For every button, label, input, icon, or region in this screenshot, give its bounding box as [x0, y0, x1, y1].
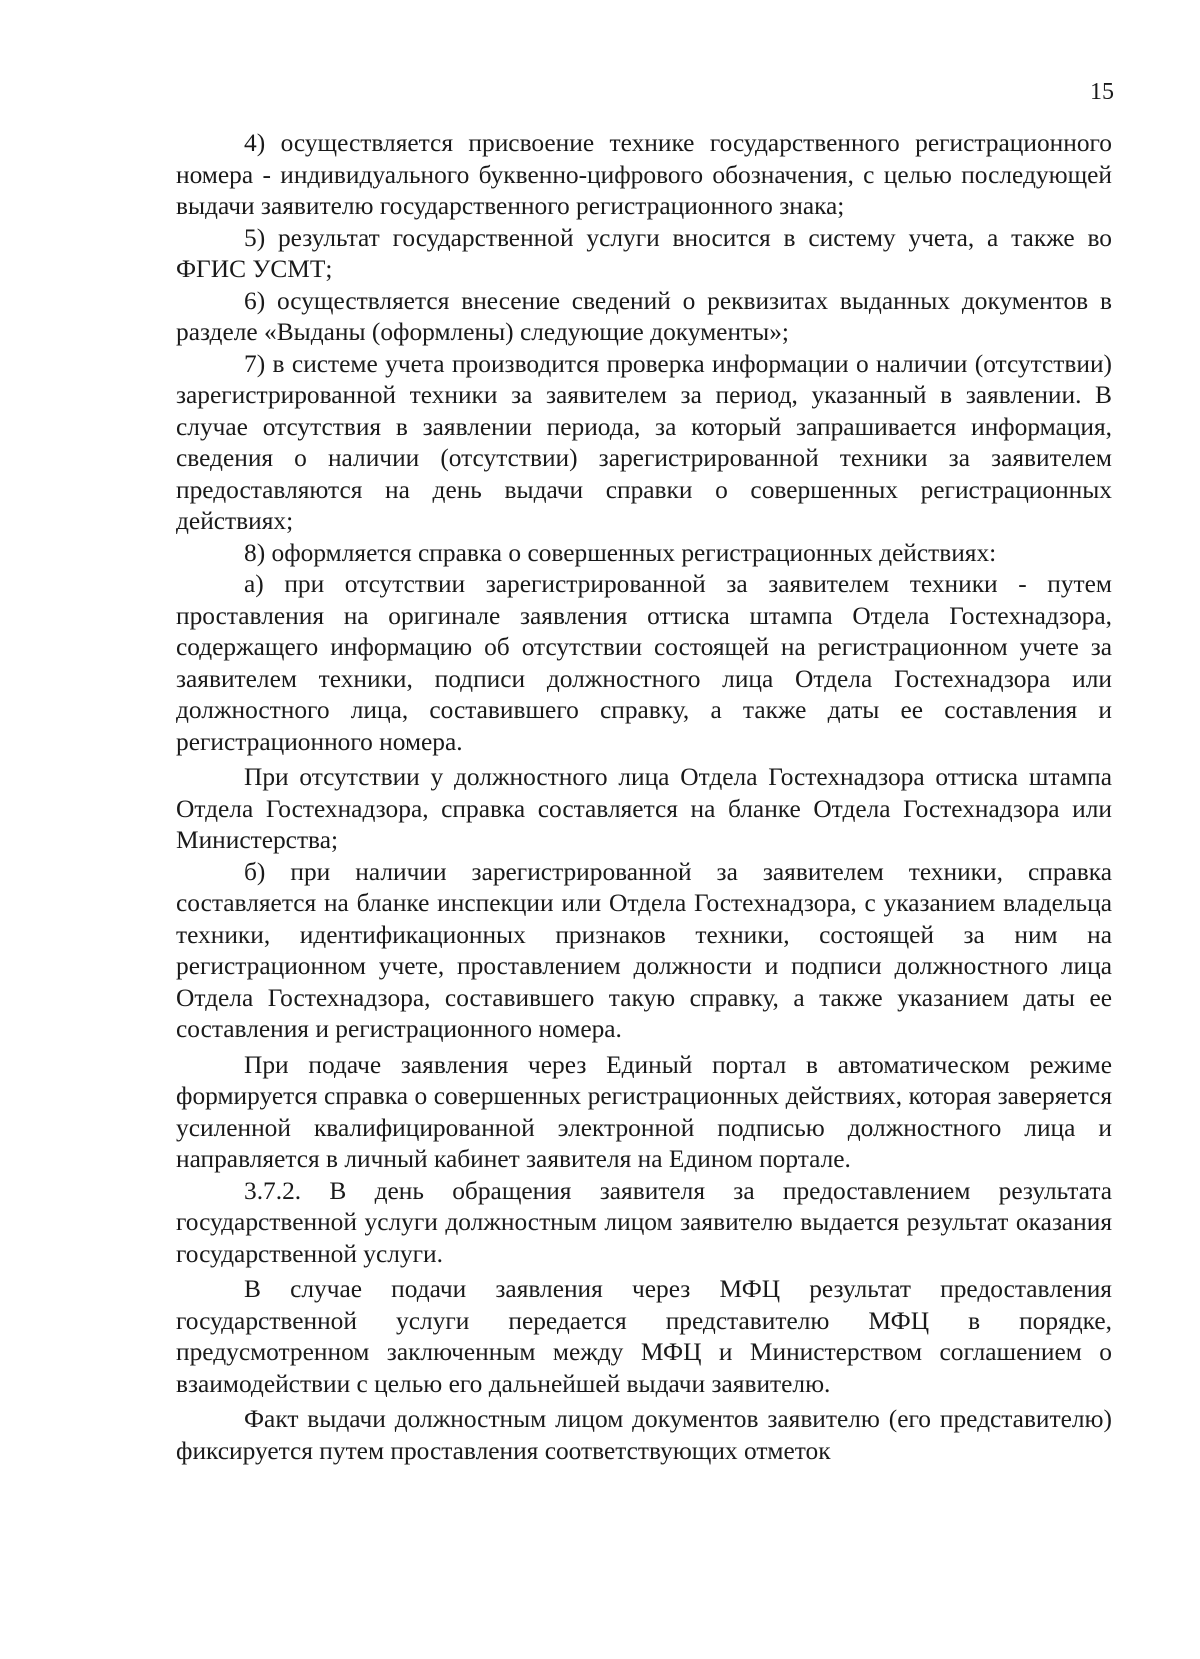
- paragraph-item-5: 5) результат государственной услуги вносится в систему учета, а также во ФГИС УСМТ;: [176, 223, 1112, 283]
- paragraph-item-6: 6) осуществляется внесение сведений о реквизитах выданных документов в разделе «Выданы (оформлены) следующие документы»;: [176, 286, 1112, 346]
- paragraph-issuance-fact: Факт выдачи должностным лицом документов заявителю (его представителю) фиксируется путем проставления соответствующих отметок: [176, 1405, 1112, 1465]
- page-number: 15: [1090, 79, 1114, 105]
- paragraph-mfc: В случае подачи заявления через МФЦ результат предоставления государственной услуги передается представителю МФЦ в порядке, предусмотренном заключенным между МФЦ и Министерством соглашением о взаимодействии с целью его дальнейшей выдачи заявителю.: [176, 1275, 1112, 1398]
- paragraph-unified-portal: При подаче заявления через Единый портал в автоматическом режиме формируется справка о совершенных регистрационных действиях, которая заверяется усиленной квалифицированной электронной подписью должностного лица и направляется в личный кабинет заявителя на Едином портале.: [176, 1050, 1112, 1173]
- paragraph-item-7: 7) в системе учета производится проверка информации о наличии (отсутствии) зарегистрированной техники за заявителем за период, указанный в заявлении. В случае отсутствия в заявлении периода, за который запрашивается информация, сведения о наличии (отсутствии) зарегистрированной техники за заявителем предоставляются на день выдачи справки о совершенных регистрационных действиях;: [176, 349, 1112, 535]
- paragraph-subitem-a: а) при отсутствии зарегистрированной за заявителем техники - путем проставления на оригинале заявления оттиска штампа Отдела Гостехнадзора, содержащего информацию об отсутствии состоящей на регистрационном учете за заявителем техники, подписи должностного лица Отдела Гостехнадзора или должностного лица, составившего справку, а также даты ее составления и регистрационного номера.: [176, 570, 1112, 756]
- document-body: [176, 128, 1112, 1467]
- paragraph-item-4: 4) осуществляется присвоение технике государственного регистрационного номера - индивидуального буквенно-цифрового обозначения, с целью последующей выдачи заявителю государственного регистрационного знака;: [176, 129, 1112, 220]
- paragraph-stamp-absence: При отсутствии у должностного лица Отдела Гостехнадзора оттиска штампа Отдела Гостехнадзора, справка составляется на бланке Отдела Гостехнадзора или Министерства;: [176, 763, 1112, 854]
- paragraph-3-7-2: 3.7.2. В день обращения заявителя за предоставлением результата государственной услуги должностным лицом заявителю выдается результат оказания государственной услуги.: [176, 1176, 1112, 1268]
- paragraph-subitem-b: б) при наличии зарегистрированной за заявителем техники, справка составляется на бланке инспекции или Отдела Гостехнадзора, с указанием владельца техники, идентификационных признаков техники, состоящей за ним на регистрационном учете, проставлением должности и подписи должностного лица Отдела Гостехнадзора, составившего такую справку, а также указанием даты ее составления и регистрационного номера.: [176, 857, 1112, 1043]
- paragraph-item-8: 8) оформляется справка о совершенных регистрационных действиях:: [244, 538, 997, 567]
